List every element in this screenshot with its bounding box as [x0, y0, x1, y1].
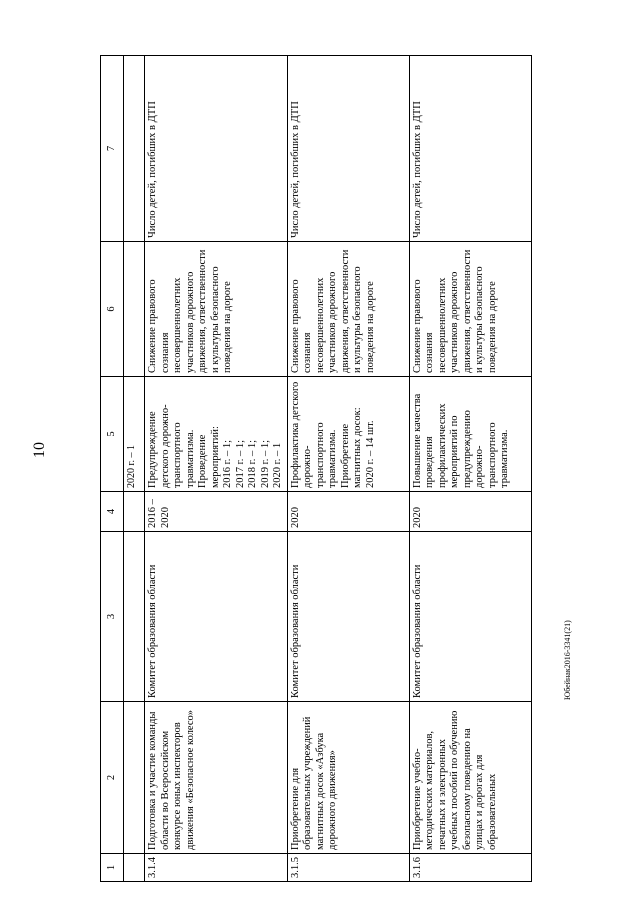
cell: [124, 492, 145, 532]
result-cell: Снижение правового сознания несовершеннолетних участников дорожного движения, ответственности и культуры безопасного поведения на дороге: [287, 242, 409, 377]
content-cell: Профилактика детского дорожно-транспортного травматизма. Приобретение магнитных досок: 2020 г. – 14 шт.: [287, 377, 409, 492]
cell: [124, 702, 145, 854]
continuation-row: [124, 56, 145, 882]
table-row: [145, 56, 288, 882]
period-cell: 2016 – 2020: [145, 492, 288, 532]
row-number: 3.1.4: [145, 854, 288, 882]
cell: [124, 56, 145, 242]
header-cell: 3: [101, 532, 124, 702]
header-cell: 6: [101, 242, 124, 377]
period-cell: 2020: [409, 492, 531, 532]
program-activities-table: [100, 55, 532, 882]
row-number: 3.1.5: [287, 854, 409, 882]
executor-cell: Комитет образования области: [409, 532, 531, 702]
result-cell: Снижение правового сознания несовершеннолетних участников дорожного движения, ответственности и культуры безопасного поведения на дороге: [145, 242, 288, 377]
header-cell: 5: [101, 377, 124, 492]
cell: [124, 854, 145, 882]
cell: [124, 532, 145, 702]
table-row: [287, 56, 409, 882]
activity-cell: Приобретение учебно-методических материалов, печатных и электронных учебных пособий по обучению безопасному поведению на улицах и дорогах для образовательных: [409, 702, 531, 854]
period-cell: 2020: [287, 492, 409, 532]
rotated-table-container: [100, 56, 551, 882]
header-cell: 1: [101, 854, 124, 882]
header-row: [101, 56, 124, 882]
activity-cell: Приобретение для образовательных учреждений магнитных досок «Азбука дорожного движения»: [287, 702, 409, 854]
cell: 2020 г. – 1: [124, 377, 145, 492]
header-cell: 4: [101, 492, 124, 532]
row-number: 3.1.6: [409, 854, 531, 882]
header-cell: 2: [101, 702, 124, 854]
executor-cell: Комитет образования области: [287, 532, 409, 702]
result-cell: Снижение правового сознания несовершеннолетних участников дорожного движения, ответственности и культуры безопасного поведения на дороге: [409, 242, 531, 377]
executor-cell: Комитет образования области: [145, 532, 288, 702]
indicator-cell: Число детей, погибших в ДТП: [145, 56, 288, 242]
content-cell: Предупреждение детского дорожно-транспортного травматизма. Проведение мероприятий: 2016 г. – 1; 2017 г. – 1; 2018 г. – 1; 2019 г. – 1; 2020 г. – 1: [145, 377, 288, 492]
indicator-cell: Число детей, погибших в ДТП: [409, 56, 531, 242]
indicator-cell: Число детей, погибших в ДТП: [287, 56, 409, 242]
cell: [124, 242, 145, 377]
content-cell: Повышение качества проведения профилактических мероприятий по предупреждению дорожно-транспортного травматизма.: [409, 377, 531, 492]
header-cell: 7: [101, 56, 124, 242]
activity-cell: Подготовка и участие команды области во Всероссийском конкурсе юных инспекторов движения «Безопасное колесо»: [145, 702, 288, 854]
table-row: [409, 56, 531, 882]
page-number: 10: [31, 442, 48, 458]
document-code: Юбейнак2016-3341(21): [563, 620, 572, 700]
